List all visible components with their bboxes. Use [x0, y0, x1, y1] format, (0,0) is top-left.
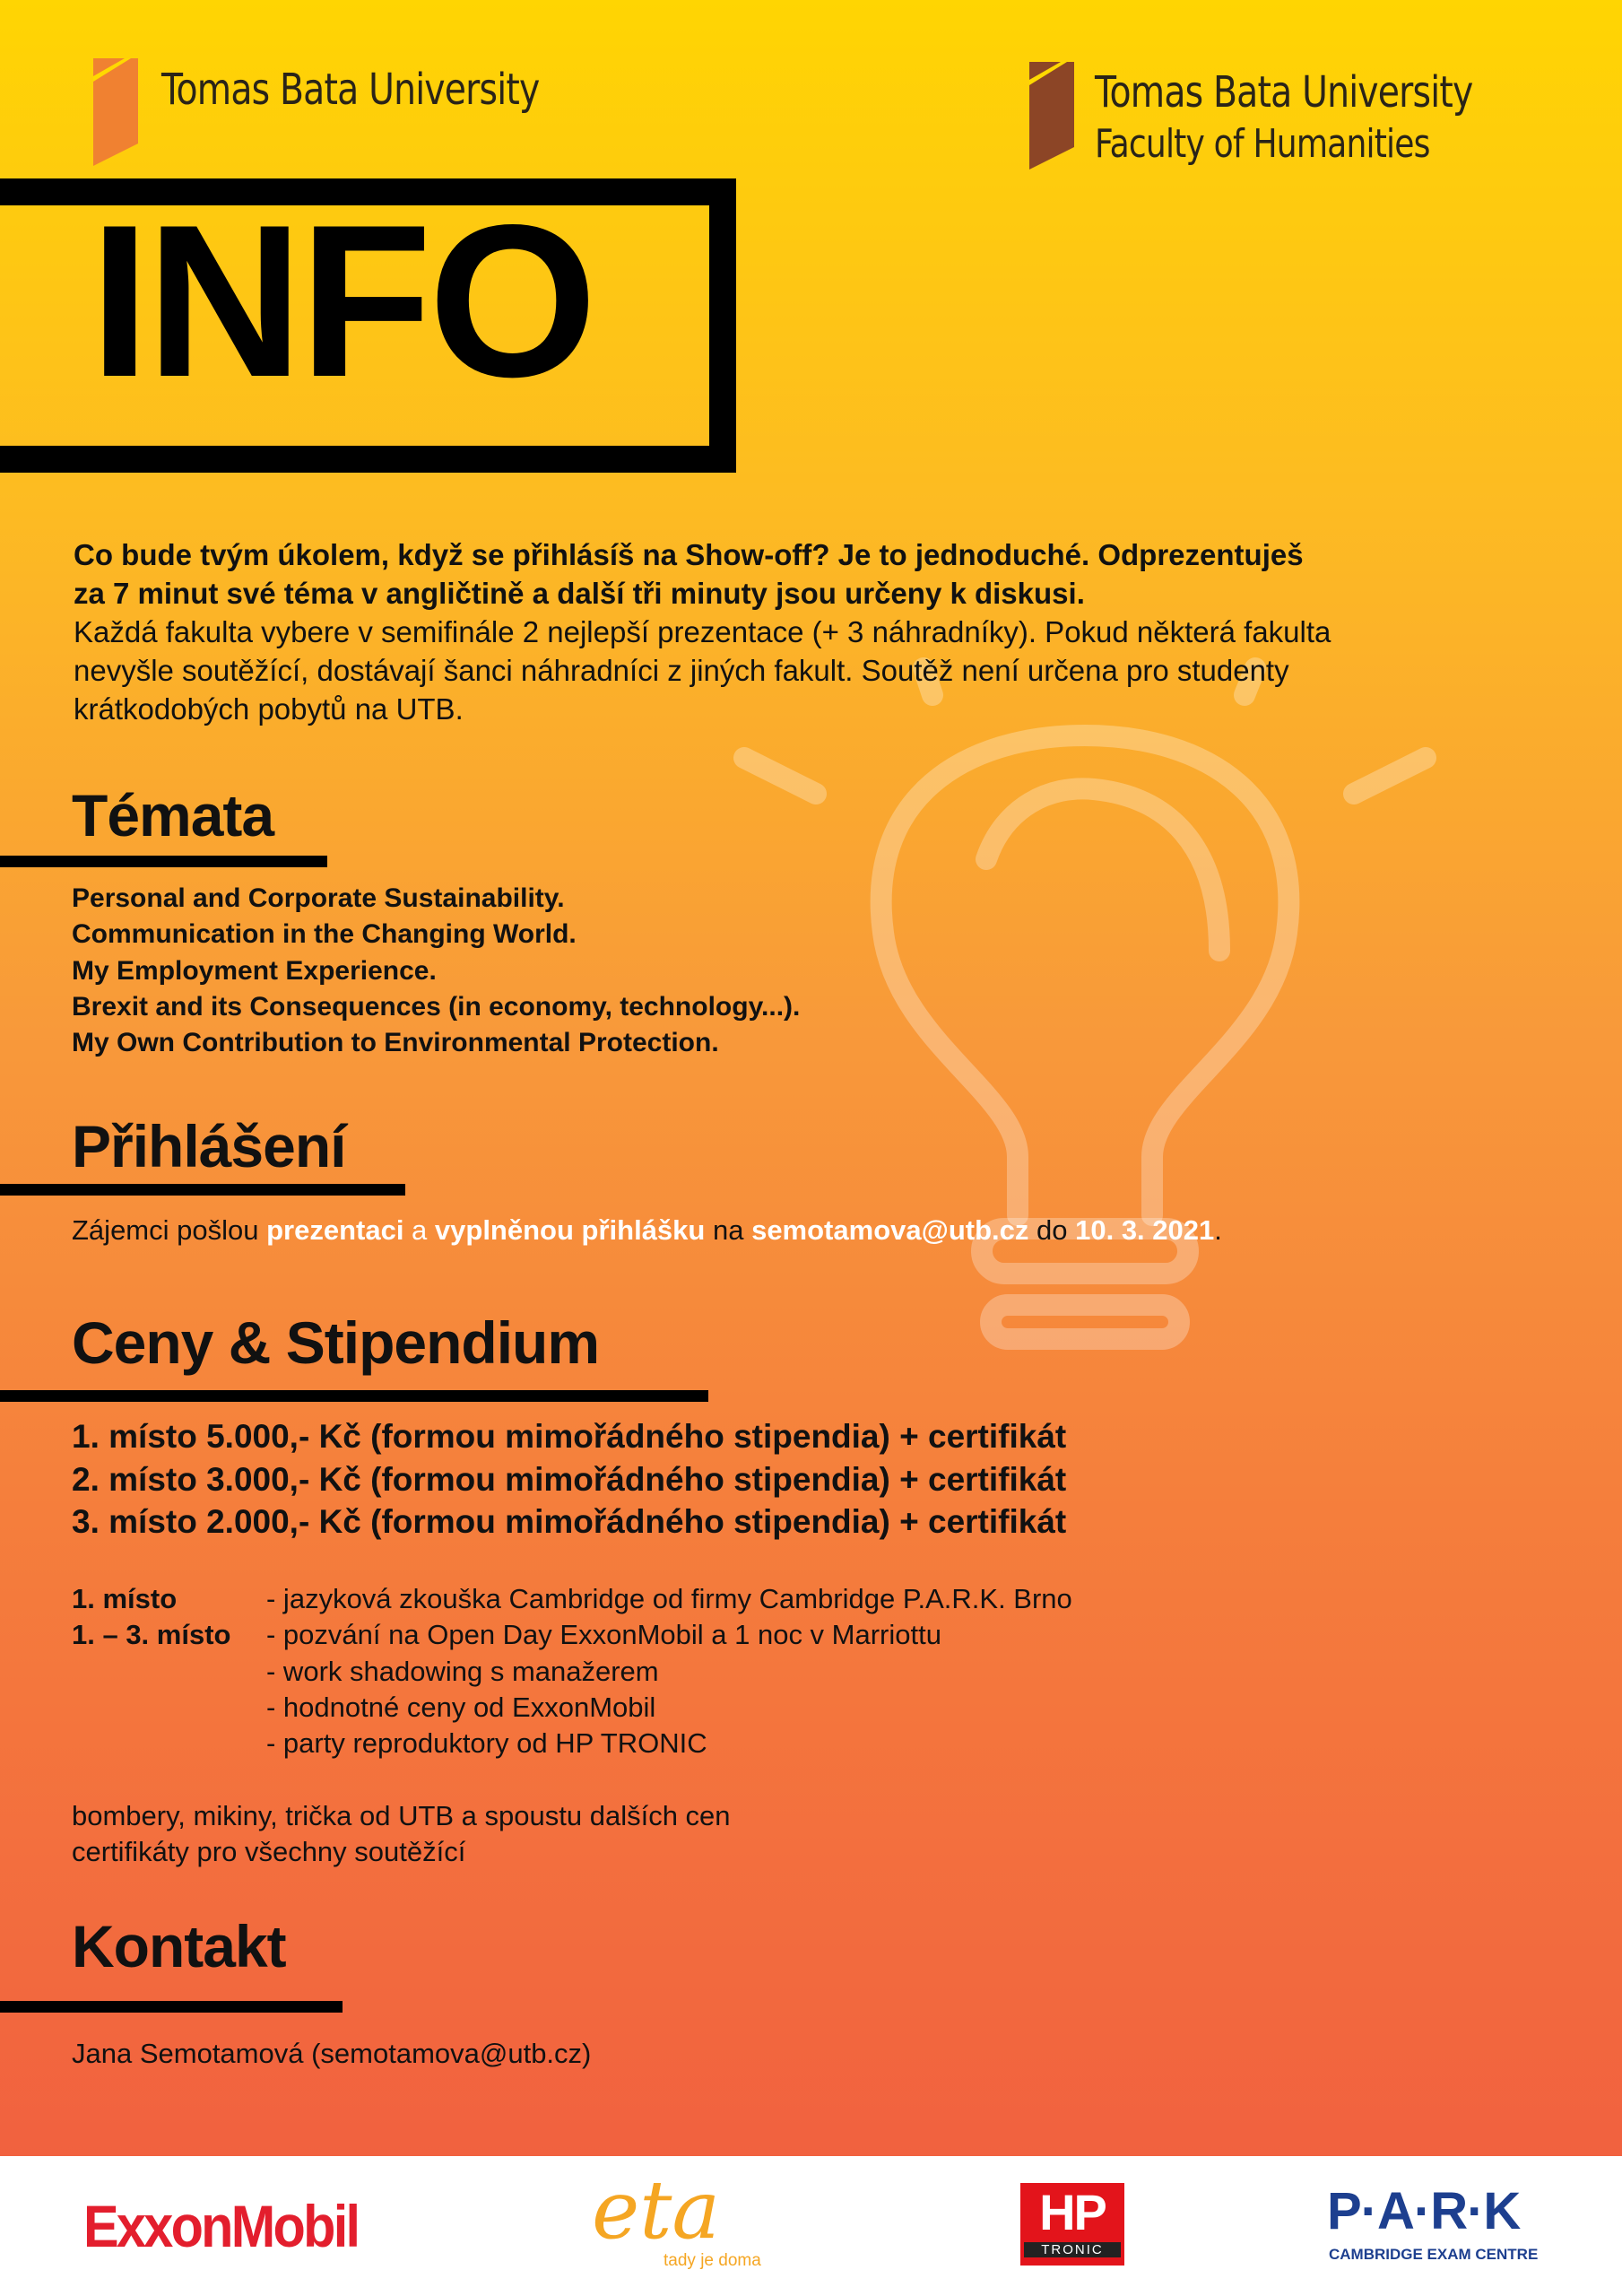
extra-prize-label: 1. místo — [72, 1583, 178, 1614]
other-prizes — [72, 1798, 731, 1871]
page-title: INFO — [90, 180, 594, 422]
exxonmobil-logo: ExxonMobil — [83, 2193, 359, 2259]
utb-logo-text: Tomas Bata University — [161, 65, 540, 115]
intro-line: Každá fakulta vybere v semifinále 2 nejlepší prezentace (+ 3 náhradníky). Pokud některá fakulta — [74, 615, 1331, 648]
hp-tronic-logo — [1020, 2183, 1124, 2266]
utb-faculty-logo-text: Tomas Bata University — [1095, 67, 1473, 117]
extra-prize-label — [72, 1690, 266, 1726]
intro-line: nevyšle soutěžící, dostávají šanci náhradníci z jiných fakult. Soutěž není určena pro studenty — [74, 654, 1289, 687]
topics-heading: Témata — [72, 782, 274, 848]
heading-underline — [0, 1184, 405, 1196]
text: . — [1214, 1214, 1222, 1246]
intro-bold-line: Co bude tvým úkolem, když se přihlásíš na Show-off? Je to jednoduché. Odprezentuješ — [74, 538, 1304, 571]
topics-list — [72, 881, 800, 1061]
extra-prize-text: - hodnotné ceny od ExxonMobil — [266, 1691, 656, 1723]
presentation-link[interactable]: prezentaci — [266, 1214, 404, 1246]
eta-logo: eta — [592, 2163, 721, 2257]
extra-prize-row — [72, 1654, 1072, 1690]
intro-bold-line: za 7 minut své téma v angličtině a další tři minuty jsou určeny k diskusi. — [74, 577, 1085, 610]
email-link[interactable]: semotamova@utb.cz — [751, 1214, 1029, 1246]
lightbulb-icon — [717, 628, 1453, 1417]
topic-item: Brexit and its Consequences (in economy, technology...). — [72, 991, 801, 1022]
extra-prize-row — [72, 1726, 1072, 1761]
extra-prize-label — [72, 1726, 266, 1761]
utb-book-logo-icon — [93, 58, 138, 166]
topic-item: Personal and Corporate Sustainability. — [72, 883, 565, 913]
text: Zájemci pošlou — [72, 1214, 267, 1246]
extra-prize-row — [72, 1690, 1072, 1726]
intro-line: krátkodobých pobytů na UTB. — [74, 692, 464, 726]
park-logo: P·A·R·K — [1327, 2182, 1521, 2240]
extra-prize-text: - pozvání na Open Day ExxonMobil a 1 noc v Marriottu — [266, 1619, 941, 1651]
text: do — [1028, 1214, 1076, 1246]
extra-prize-label: 1. – 3. místo — [72, 1619, 231, 1651]
hp-logo-subtext: TRONIC — [1024, 2242, 1121, 2257]
extra-prize-text: - party reproduktory od HP TRONIC — [266, 1727, 707, 1760]
heading-underline — [0, 1390, 708, 1402]
topic-item: My Own Contribution to Environmental Protection. — [72, 1028, 719, 1058]
prize-item: 3. místo 2.000,- Kč (formou mimořádného stipendia) + certifikát — [72, 1503, 1067, 1540]
text: a — [403, 1214, 435, 1246]
contact-heading: Kontakt — [72, 1913, 286, 1979]
other-prize-line: bombery, mikiny, trička od UTB a spoustu dalších cen — [72, 1800, 731, 1831]
main-prizes-list — [72, 1415, 1066, 1544]
deadline-date: 10. 3. 2021 — [1075, 1214, 1215, 1246]
hp-logo-text: HP — [1039, 2184, 1106, 2240]
prize-item: 1. místo 5.000,- Kč (formou mimořádného stipendia) + certifikát — [72, 1418, 1067, 1455]
extra-prize-row — [72, 1581, 1072, 1617]
prizes-heading: Ceny & Stipendium — [72, 1309, 600, 1376]
application-heading: Přihlášení — [72, 1113, 346, 1179]
extra-prize-text: - work shadowing s manažerem — [266, 1655, 659, 1687]
other-prize-line: certifikáty pro všechny soutěžící — [72, 1836, 466, 1868]
prize-item: 2. místo 3.000,- Kč (formou mimořádného stipendia) + certifikát — [72, 1460, 1067, 1498]
application-form-link[interactable]: vyplněnou přihlášku — [434, 1214, 706, 1246]
faculty-name: Faculty of Humanities — [1095, 121, 1430, 167]
application-text — [72, 1211, 1222, 1249]
sponsors-footer — [0, 2156, 1622, 2296]
intro-paragraph — [74, 535, 1331, 728]
extra-prizes-list — [72, 1581, 1072, 1761]
extra-prize-text: - jazyková zkouška Cambridge od firmy Cambridge P.A.R.K. Brno — [266, 1583, 1072, 1614]
text: na — [705, 1214, 752, 1246]
extra-prize-row — [72, 1617, 1072, 1653]
utb-faculty-book-logo-icon — [1029, 62, 1074, 170]
topic-item: Communication in the Changing World. — [72, 919, 577, 950]
heading-underline — [0, 856, 327, 867]
extra-prize-label — [72, 1654, 266, 1690]
park-logo-subtext: CAMBRIDGE EXAM CENTRE — [1329, 2246, 1539, 2263]
eta-tagline: tady je doma — [664, 2251, 761, 2270]
topic-item: My Employment Experience. — [72, 955, 437, 986]
heading-underline — [0, 2001, 343, 2013]
contact-text: Jana Semotamová (semotamova@utb.cz) — [72, 2038, 592, 2069]
